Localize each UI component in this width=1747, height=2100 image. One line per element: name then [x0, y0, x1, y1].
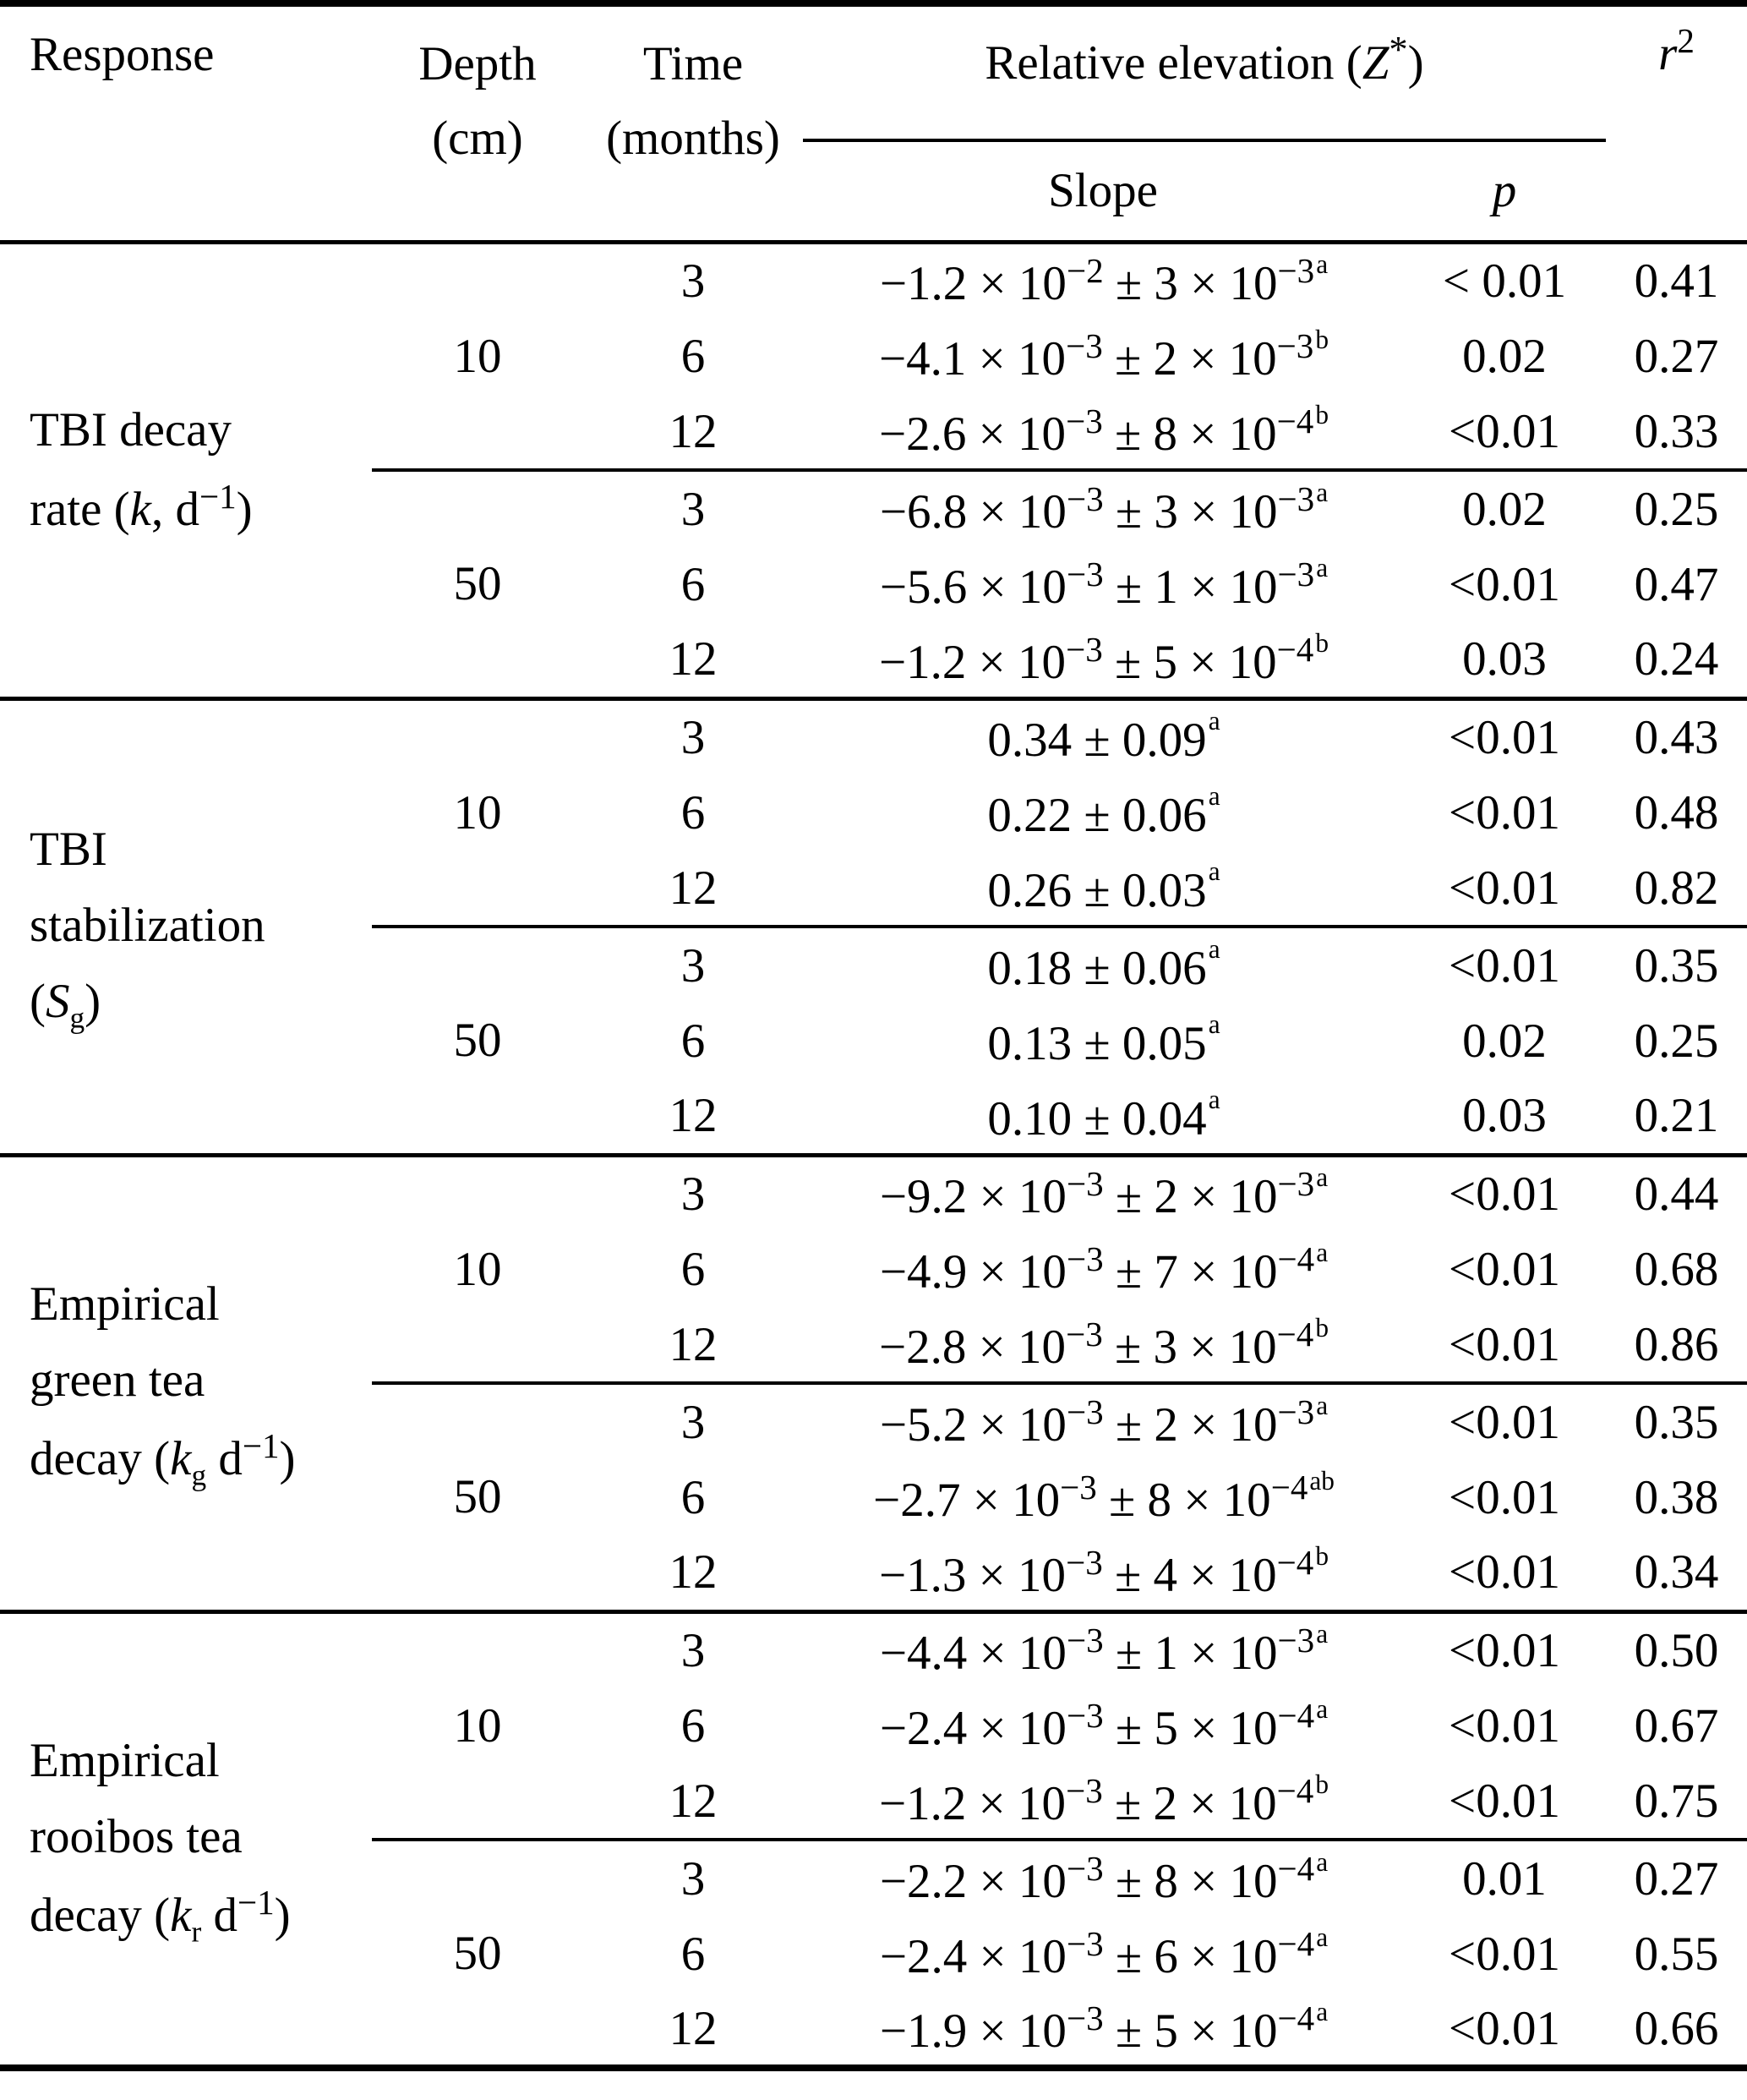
slope-cell: $-2.4 \times 10^{-3} \pm 6 \times 10^{-4a}$	[879, 1922, 1329, 1983]
r2-cell: 0.25	[1634, 1014, 1719, 1068]
slope-cell: 0.34 ± 0.09$^a$	[803, 698, 1403, 774]
r2-cell: 0.21	[1634, 1089, 1719, 1143]
time-cell: 12	[669, 1545, 718, 1600]
depth-header-line1: Depth	[418, 37, 537, 90]
r2-cell: 0.24	[1634, 632, 1719, 686]
significance-letter: a	[1316, 1922, 1329, 1953]
significance-letter: a	[1316, 1238, 1329, 1268]
p-value-cell: <0.01	[1449, 1317, 1560, 1371]
time-cell: 12	[669, 2001, 718, 2055]
p-value-cell: 0.02	[1462, 329, 1547, 383]
slope-cell: $-5.2 \times 10^{-3} \pm 2 \times 10^{-3a}$	[803, 1383, 1403, 1459]
p-value-cell: <0.01	[1449, 2001, 1560, 2055]
k-variable: k	[170, 1432, 192, 1486]
exponent: −3	[1066, 629, 1103, 669]
time-cell: 3	[583, 1383, 803, 1459]
r2-cell: 0.38	[1634, 1470, 1719, 1524]
slope-cell: $-2.4 \times 10^{-3} \pm 5 \times 10^{-4a}$	[879, 1694, 1329, 1755]
time-cell: 3	[680, 254, 706, 308]
exponent: −3	[1066, 326, 1103, 365]
z-superscript-star: *	[1389, 28, 1408, 70]
exponent: −4	[1277, 1999, 1315, 2037]
slope-cell: $-6.8 \times 10^{-3} \pm 3 \times 10^{-3a}$	[803, 470, 1403, 546]
p-value-cell: <0.01	[1449, 404, 1560, 458]
significance-letter: b	[1315, 325, 1329, 355]
depth-cell: 50	[372, 1383, 583, 1611]
exponent: −2	[1066, 251, 1104, 291]
slope-cell: $-2.2 \times 10^{-3} \pm 8 \times 10^{-4a}$	[803, 1840, 1403, 1916]
exponent: −3	[1066, 1542, 1103, 1582]
time-cell: 6	[680, 1698, 706, 1753]
z-variable: Z	[1362, 36, 1389, 90]
p-value-cell: 0.03	[1462, 1089, 1547, 1143]
slope-cell: $-1.2 \times 10^{-3} \pm 2 \times 10^{-4b}$	[879, 1769, 1329, 1830]
exponent: −3	[1277, 479, 1315, 518]
relative-elevation-close: )	[1407, 36, 1424, 90]
p-value-cell: <0.01	[1403, 698, 1606, 774]
col-header-response: Response	[0, 3, 372, 242]
r2-cell: 0.34	[1634, 1545, 1719, 1600]
time-header-line2: (months)	[606, 112, 780, 166]
exponent: −1	[242, 1426, 280, 1466]
time-cell: 6	[680, 557, 706, 611]
response-label-tbi-stabilization: TBI stabilization $(S_g)$	[0, 698, 372, 1155]
significance-letter: b	[1315, 400, 1329, 430]
exponent: −3	[1277, 251, 1315, 291]
exponent: −3	[1066, 1164, 1104, 1204]
time-cell: 12	[669, 1774, 718, 1828]
r2-cell: 0.67	[1634, 1698, 1719, 1753]
exponent: −3	[1066, 1999, 1104, 2037]
exponent: −1	[199, 476, 237, 516]
col-header-depth	[372, 3, 583, 242]
slope-cell: $-1.2 \times 10^{-3} \pm 5 \times 10^{-4b}$	[879, 627, 1329, 689]
r2-cell: 0.50	[1606, 1611, 1747, 1687]
exponent: −3	[1060, 1468, 1097, 1507]
response-label-green-tea-decay: Empirical green tea decay ($k_g$ $d^{-1}$)	[0, 1155, 372, 1611]
r-variable: r	[1658, 27, 1678, 80]
slope-cell: $-4.9 \times 10^{-3} \pm 7 \times 10^{-4a}$	[879, 1238, 1329, 1299]
r2-cell: 0.66	[1634, 2001, 1719, 2055]
group-tbi-stabilization	[0, 698, 1747, 1155]
r2-cell: 0.44	[1606, 1155, 1747, 1231]
exponent: −1	[237, 1882, 275, 1922]
depth-cell: 50	[372, 1840, 583, 2068]
exponent: −4	[1276, 1315, 1314, 1354]
exponent: −3	[1276, 326, 1314, 365]
col-header-relative-elevation	[803, 3, 1606, 140]
slope-cell: 0.18 ± 0.06$^a$	[803, 927, 1403, 1003]
slope-cell: $-1.3 \times 10^{-3} \pm 4 \times 10^{-4b}$	[879, 1540, 1329, 1602]
exponent: −4	[1277, 1696, 1315, 1735]
group-tbi-decay-rate	[0, 242, 1747, 698]
response-label-rooibos-tea-decay: Empirical rooibos tea decay ($k_r$ $d^{-1}$)	[0, 1611, 372, 2068]
r2-cell: 0.35	[1606, 927, 1747, 1003]
k-variable: k	[170, 1888, 192, 1942]
r2-cell: 0.86	[1634, 1317, 1719, 1371]
significance-letter: a	[1208, 934, 1220, 965]
time-cell: 12	[669, 1317, 718, 1371]
p-value-cell: 0.02	[1403, 470, 1606, 546]
slope-cell: 0.26 ± 0.03$^a$	[987, 856, 1220, 917]
slope-cell: 0.13 ± 0.05$^a$	[987, 1009, 1220, 1070]
subscript-r: r	[191, 1915, 202, 1949]
slope-cell: $-9.2 \times 10^{-3} \pm 2 \times 10^{-3a}$	[803, 1155, 1403, 1231]
r2-cell: 0.41	[1634, 254, 1719, 308]
significance-letter: b	[1315, 1769, 1329, 1800]
exponent: −4	[1276, 1542, 1314, 1582]
table-row	[0, 1611, 1747, 1687]
p-value-cell: 0.03	[1462, 632, 1547, 686]
p-value-cell: <0.01	[1403, 1383, 1606, 1459]
exponent: −3	[1277, 1392, 1315, 1431]
slope-cell: 0.10 ± 0.04$^a$	[987, 1084, 1220, 1146]
exponent: −3	[1066, 1315, 1103, 1354]
r2-cell: 0.55	[1634, 1927, 1719, 1981]
depth-cell: 50	[372, 470, 583, 698]
exponent: −3	[1066, 479, 1104, 518]
depth-cell: 10	[372, 1611, 583, 1840]
table-row	[0, 698, 1747, 774]
r2-cell: 0.48	[1634, 785, 1719, 839]
subscript-g: g	[69, 1001, 85, 1035]
significance-letter: a	[1316, 1619, 1329, 1649]
r2-cell: 0.27	[1606, 1840, 1747, 1916]
response-label-tbi-decay-rate: TBI decay rate (k, $d^{-1}$)	[30, 403, 253, 536]
exponent: −3	[1066, 1239, 1104, 1278]
significance-letter: a	[1316, 249, 1329, 280]
significance-letter: b	[1315, 1540, 1329, 1571]
depth-cell: 10	[372, 1155, 583, 1383]
exponent: −3	[1066, 402, 1103, 440]
p-value-cell: <0.01	[1449, 557, 1560, 611]
table-row	[0, 242, 1747, 318]
exponent: −4	[1270, 1468, 1308, 1507]
slope-cell: $-1.2 \times 10^{-2} \pm 3 \times 10^{-3a}$	[879, 249, 1329, 311]
time-cell: 6	[680, 1014, 706, 1068]
p-value-cell: <0.01	[1403, 1611, 1606, 1687]
slope-cell: $-2.7 \times 10^{-3} \pm 8 \times 10^{-4ab}$	[873, 1466, 1335, 1527]
slope-cell: $-4.1 \times 10^{-3} \pm 2 \times 10^{-3b}$	[879, 325, 1329, 386]
depth-cell: 10	[453, 329, 502, 383]
p-value-cell: <0.01	[1403, 1155, 1606, 1231]
significance-letter: b	[1315, 1313, 1329, 1343]
significance-letter: a	[1208, 1084, 1220, 1114]
exponent: −4	[1277, 1239, 1315, 1278]
relative-elevation-text: Relative elevation (	[985, 36, 1362, 90]
p-value-cell: 0.01	[1403, 1840, 1606, 1916]
time-cell: 3	[583, 1840, 803, 1916]
p-value-cell: <0.01	[1449, 861, 1560, 915]
time-header-line1: Time	[642, 37, 744, 90]
significance-letter: b	[1315, 627, 1329, 658]
r2-cell: 0.27	[1634, 329, 1719, 383]
p-value-cell: <0.01	[1449, 1698, 1560, 1753]
exponent: −4	[1276, 402, 1314, 440]
exponent: −4	[1276, 629, 1314, 669]
time-cell: 3	[583, 927, 803, 1003]
time-cell: 3	[583, 470, 803, 546]
significance-letter: ab	[1309, 1466, 1335, 1496]
time-cell: 6	[680, 329, 706, 383]
r-squared-exponent: 2	[1677, 21, 1695, 60]
time-cell: 6	[680, 1927, 706, 1981]
table-header	[0, 3, 1747, 242]
significance-letter: a	[1316, 1694, 1329, 1725]
time-cell: 3	[583, 1611, 803, 1687]
time-cell: 12	[669, 632, 718, 686]
exponent: −3	[1277, 1164, 1315, 1204]
time-cell: 12	[669, 404, 718, 458]
exponent: −3	[1066, 1392, 1104, 1431]
exponent: −3	[1066, 1771, 1103, 1810]
slope-cell: 0.22 ± 0.06$^a$	[987, 781, 1220, 842]
slope-cell: $-2.6 \times 10^{-3} \pm 8 \times 10^{-4b}$	[879, 400, 1329, 461]
time-cell: 6	[680, 1470, 706, 1524]
exponent: −3	[1277, 555, 1315, 593]
r2-cell: 0.43	[1606, 698, 1747, 774]
col-header-slope: Slope	[803, 140, 1403, 242]
significance-letter: a	[1208, 856, 1220, 887]
s-variable: S	[45, 974, 70, 1028]
exponent: −3	[1066, 1696, 1104, 1735]
significance-letter: a	[1316, 1162, 1329, 1193]
exponent: −4	[1277, 1924, 1315, 1963]
col-header-r-squared	[1606, 3, 1747, 242]
p-value-cell: <0.01	[1403, 927, 1606, 1003]
r2-cell: 0.25	[1606, 470, 1747, 546]
depth-cell: 10	[372, 698, 583, 927]
r2-cell: 0.47	[1634, 557, 1719, 611]
depth-header-line2: (cm)	[432, 112, 523, 166]
exponent: −3	[1066, 1621, 1104, 1660]
slope-cell: $-4.4 \times 10^{-3} \pm 1 \times 10^{-3a}$	[803, 1611, 1403, 1687]
p-value-cell: <0.01	[1449, 1774, 1560, 1828]
exponent: −4	[1276, 1771, 1314, 1810]
p-value-cell: <0.01	[1449, 1470, 1560, 1524]
time-cell: 12	[669, 861, 718, 915]
r2-cell: 0.75	[1634, 1774, 1719, 1828]
r2-cell: 0.33	[1634, 404, 1719, 458]
time-cell: 3	[583, 1155, 803, 1231]
exponent: −3	[1277, 1621, 1315, 1660]
slope-cell: $-1.9 \times 10^{-3} \pm 5 \times 10^{-4a}$	[879, 1997, 1329, 2058]
significance-letter: a	[1316, 1391, 1329, 1421]
subscript-g: g	[191, 1458, 207, 1492]
r2-cell: 0.68	[1634, 1242, 1719, 1296]
exponent: −3	[1066, 1849, 1104, 1888]
col-header-time	[583, 3, 803, 242]
significance-letter: a	[1316, 1847, 1329, 1878]
exponent: −4	[1277, 1849, 1315, 1888]
exponent: −3	[1066, 1924, 1104, 1963]
depth-cell: 50	[372, 927, 583, 1155]
slope-cell: $-5.6 \times 10^{-3} \pm 1 \times 10^{-3a}$	[879, 553, 1329, 614]
exponent: −3	[1066, 555, 1104, 593]
p-value-cell: <0.01	[1449, 785, 1560, 839]
slope-cell: $-2.8 \times 10^{-3} \pm 3 \times 10^{-4b}$	[879, 1313, 1329, 1374]
table-row	[0, 1155, 1747, 1231]
p-value-cell: < 0.01	[1442, 254, 1567, 308]
p-value-cell: 0.02	[1462, 1014, 1547, 1068]
significance-letter: a	[1316, 1997, 1329, 2027]
r2-cell: 0.82	[1634, 861, 1719, 915]
time-cell: 6	[680, 1242, 706, 1296]
p-value-cell: <0.01	[1449, 1927, 1560, 1981]
significance-letter: a	[1316, 553, 1329, 583]
significance-letter: a	[1208, 1009, 1220, 1040]
group-rooibos-tea-decay	[0, 1611, 1747, 2068]
col-header-p	[1403, 140, 1606, 242]
time-cell: 3	[583, 698, 803, 774]
group-green-tea-decay	[0, 1155, 1747, 1611]
k-variable: k	[129, 482, 151, 536]
p-variable: p	[1492, 164, 1517, 218]
significance-letter: a	[1316, 478, 1329, 508]
time-cell: 6	[680, 785, 706, 839]
significance-letter: a	[1208, 706, 1220, 736]
time-cell: 12	[669, 1089, 718, 1143]
significance-letter: a	[1208, 781, 1220, 812]
r2-cell: 0.35	[1606, 1383, 1747, 1459]
p-value-cell: <0.01	[1449, 1545, 1560, 1600]
p-value-cell: <0.01	[1449, 1242, 1560, 1296]
